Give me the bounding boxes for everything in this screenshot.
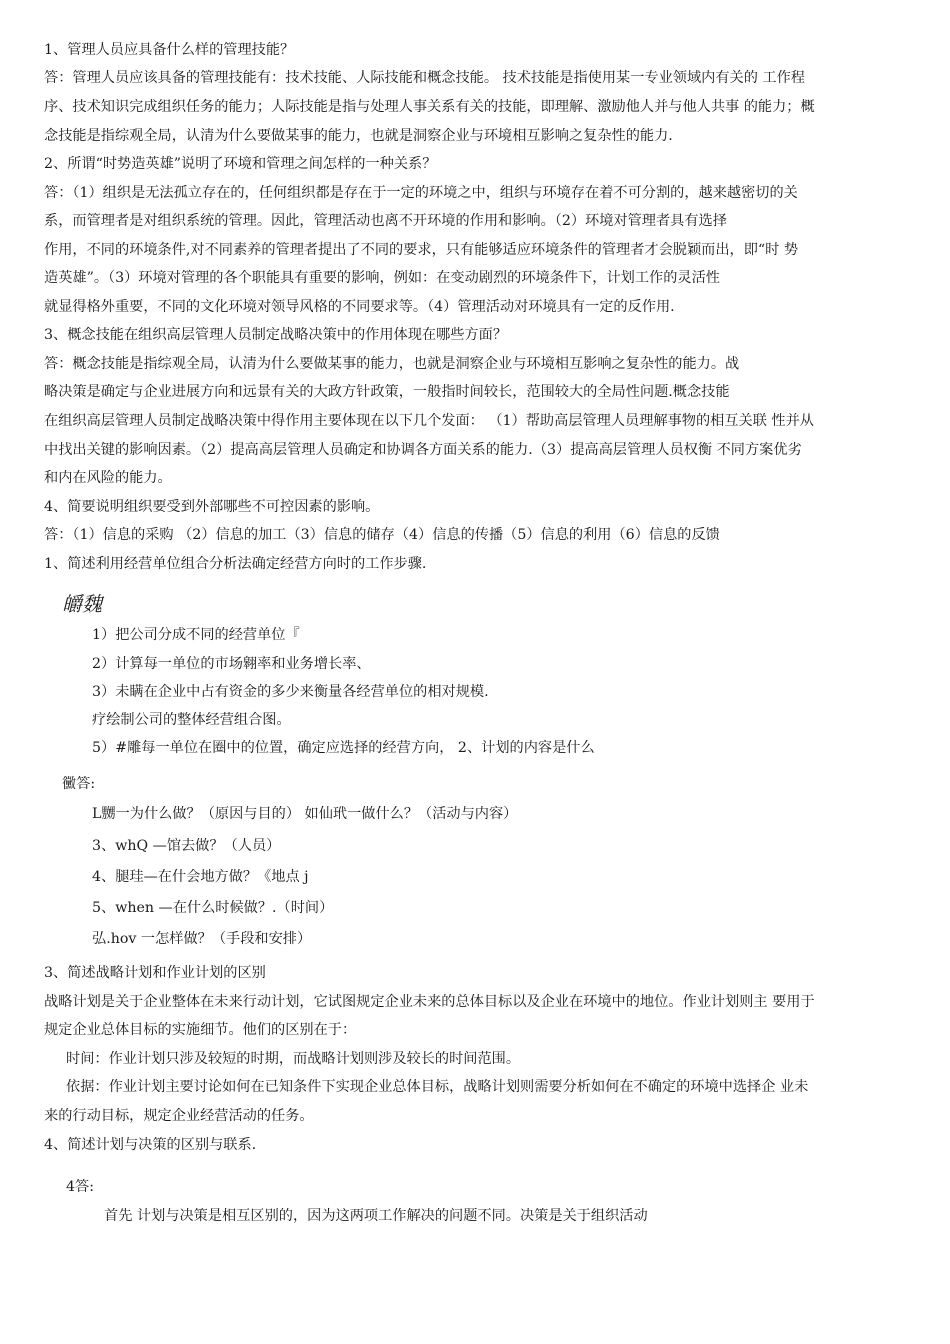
answer-1-line-1: 答：管理人员应该具备的管理技能有：技术技能、人际技能和概念技能。 技术技能是指使用某一专业领域内有关的 工作程: [44, 70, 805, 86]
answer-6-basis-line-1: 依据：作业计划主要讨论如何在已知条件下实现企业总体目标，战略计划则需要分析如何在不确定的环境中选择企 业未: [66, 1079, 809, 1095]
answer-6-line-2: 规定企业总体目标的实施细节。他们的区别在于：: [44, 1022, 357, 1038]
answer-3-line-5: 和内在风险的能力。: [44, 470, 172, 486]
answer-4: 答：（1）信息的采购 （2）信息的加工（3）信息的储存（4）信息的传播（5）信息的利用（6）信息的反馈: [44, 527, 720, 543]
answer-3-line-2: 略决策是确定与企业进展方向和远景有关的大政方针政策，一般指时间较长，范围较大的全局性问题.概念技能: [44, 384, 730, 400]
question-4: 4、简要说明组织要受到外部哪些不可控因素的影响。: [44, 499, 380, 515]
answer-7-text: 首先 计划与决策是相互区别的，因为这两项工作解决的问题不同。决策是关于组织活动: [104, 1208, 648, 1224]
question-5: 1、简述利用经营单位组合分析法确定经营方向时的工作步骤.: [44, 556, 427, 572]
question-2: 2、所谓“时势造英雄”说明了环境和管理之间怎样的一种关系？: [44, 156, 437, 172]
question-1: 1、管理人员应具备什么样的管理技能？: [44, 42, 295, 58]
answer-2-line-4: 造英雄”。（3）环境对管理的各个职能具有重要的影响，例如：在变动剧烈的环境条件下，计划工作的灵活性: [44, 270, 720, 286]
answer-6-line-1: 战略计划是关于企业整体在未来行动计划，它试图规定企业未来的总体目标以及企业在环境中的地位。作业计划则主 要用于: [44, 994, 815, 1010]
answer-3-line-4: 中找出关键的影响因素。（2）提高高层管理人员确定和协调各方面关系的能力.（3）提高高层管理人员权衡 不同方案优劣: [44, 442, 802, 458]
answer-3-line-1: 答：概念技能是指综观全局，认清为什么要做某事的能力，也就是洞察企业与环境相互影响之复杂性的能力。战: [44, 356, 740, 372]
question-7: 4、简述计划与决策的区别与联系.: [44, 1137, 257, 1153]
plan-item-3: 4、腿珪—在什会地方做？《地点 j: [92, 869, 309, 885]
answer-1-line-3: 念技能是指综观全局，认清为什么要做某事的能力，也就是洞察企业与环境相互影响之复杂性的能力.: [44, 128, 673, 144]
plan-item-5: 弘.hov 一怎样做？（手段和安排）: [92, 931, 312, 947]
step-3: 3）未瞒在企业中占有资金的多少来衡量各经营单位的相对规模.: [92, 684, 489, 700]
question-6: 3、简述战略计划和作业计划的区别: [44, 965, 266, 981]
answer-6-time: 时间：作业计划只涉及较短的时期，而战略计划则涉及较长的时间范围。: [66, 1051, 521, 1067]
step-2: 2）计算每一单位的市场翱率和业务增长率、: [92, 656, 371, 672]
step-4: 疗绘制公司的整体经营组合图。: [92, 712, 291, 728]
answer-1-line-2: 序、技术知识完成组织任务的能力；人际技能是指与处理人事关系有关的技能，即理解、激励他人并与他人共事 的能力；概: [44, 99, 815, 115]
answer-plan-heading: 黴答:: [62, 776, 96, 792]
answer-7-heading: 4答:: [66, 1179, 94, 1195]
plan-item-4: 5、when —在什么时候做？.（时间）: [92, 900, 334, 916]
plan-item-2: 3、whQ —馆去做？（人员）: [92, 838, 281, 854]
answer-2-line-5: 就显得格外重要，不同的文化环境对领导风格的不同要求等。（4）管理活动对环境具有一定的反作用.: [44, 299, 675, 315]
answer-2-line-2: 系，而管理者是对组织系统的管理。因此，管理活动也离不开环境的作用和影响。（2）环境对管理者具有选择: [44, 213, 727, 229]
answer-2-line-3: 作用，不同的环境条件,对不同素养的管理者提出了不同的要求，只有能够适应环境条件的管理者才会脱颖而出，即“时 势: [44, 242, 799, 258]
steps-heading: 皭魏: [62, 592, 102, 616]
answer-3-line-3: 在组织高层管理人员制定战略决策中得作用主要体现在以下几个发面： （1）帮助高层管理人员理解事物的相互关联 性并从: [44, 413, 814, 429]
answer-6-basis-line-2: 来的行动目标，规定企业经营活动的任务。: [44, 1108, 314, 1124]
step-5: 5）#雕每一单位在圈中的位置，确定应选择的经营方向， 2、计划的内容是什么: [92, 740, 595, 756]
answer-2-line-1: 答：（1）组织是无法孤立存在的，任何组织都是存在于一定的环境之中，组织与环境存在着不可分割的，越来越密切的关: [44, 185, 798, 201]
plan-item-1: L嬲一为什么做？（原因与目的） 如仙玳一做什么？（活动与内容）: [92, 806, 518, 822]
step-1: 1）把公司分成不同的经营单位『: [92, 627, 300, 643]
question-3: 3、概念技能在组织高层管理人员制定战略决策中的作用体现在哪些方面？: [44, 327, 508, 343]
